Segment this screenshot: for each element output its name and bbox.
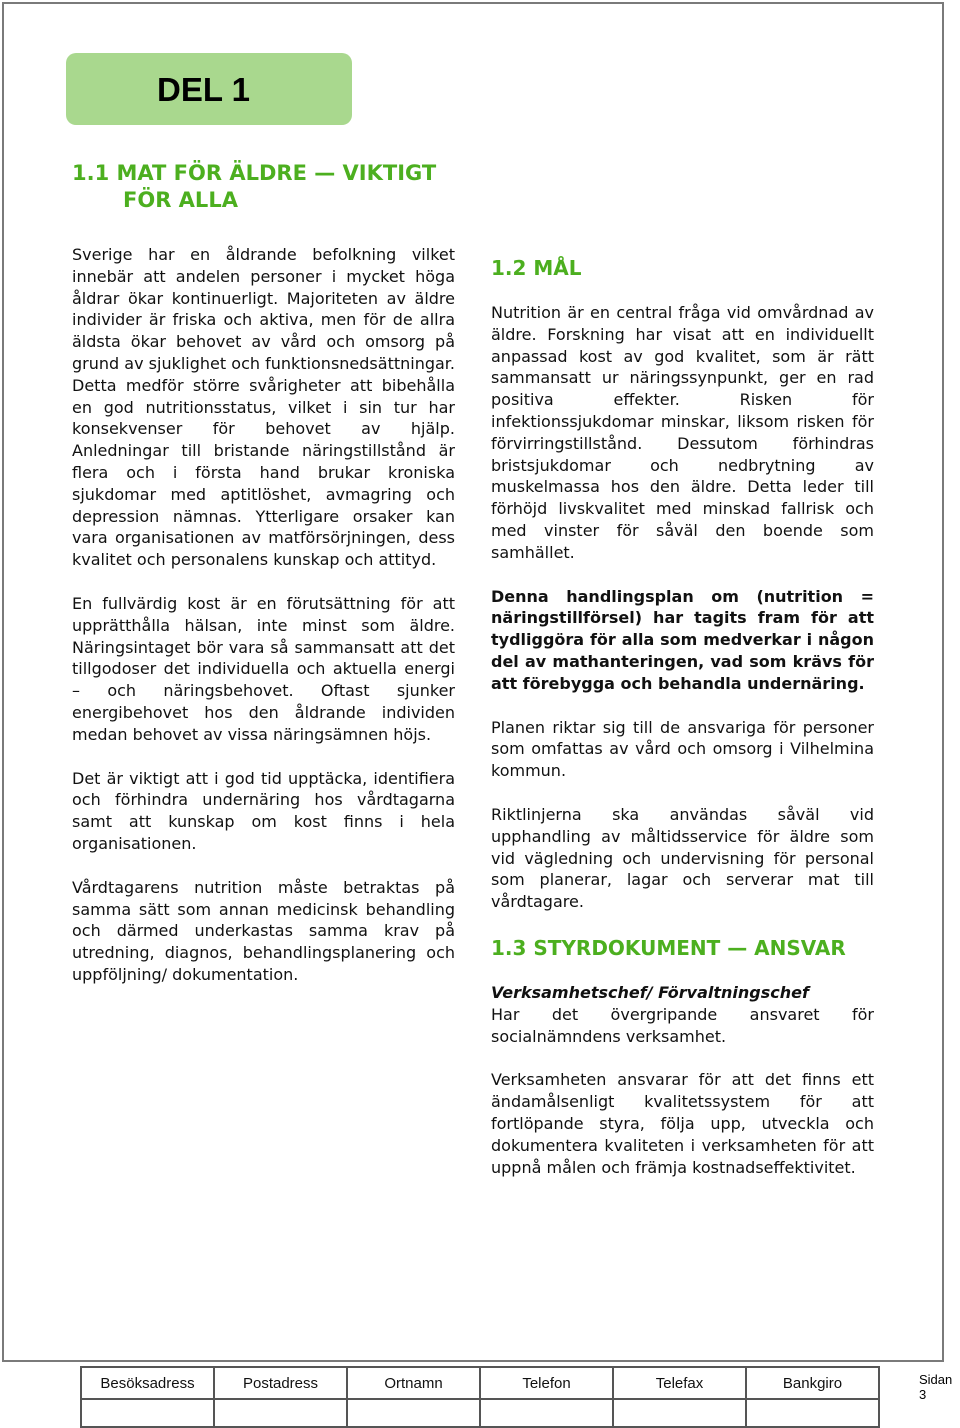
intro-paragraph: Sverige har en åldrande befolkning vilket innebär att andelen personer i mycket höga åldrar ökar kontinuerligt. Majoriteten av äldre individer är friska och aktiva, men för de allra äldsta ökar behovet av vård och omsorg på grund av sjuklighet och funktionsnedsättningar. Detta medför större svårigheter att bibehålla en god nutritionsstatus, vilket i sin tur har konsekvenser för behovet av hjälp. Anledningar till bristande näringstillstånd är flera och i första hand brukar kroniska sjukdomar med aptitlöshet, avmagring och depression nämnas. Ytterligare orsaker kan vara organisationen av matförsörjningen, dess kvalitet och personalens kunskap och attityd. <box>72 245 455 570</box>
footer-header-telefon: Telefon <box>480 1367 613 1399</box>
footer-cell <box>480 1399 613 1427</box>
role-paragraph: Har det övergripande ansvaret för socialnämndens verksamhet. <box>491 1004 874 1046</box>
footer-cell <box>613 1399 746 1427</box>
footer-cell <box>347 1399 480 1427</box>
footer-header-ortnamn: Ortnamn <box>347 1367 480 1399</box>
quality-paragraph: Verksamheten ansvarar för att det finns ett ändamålsenligt kvalitetssystem för att fortlöpande styra, följa upp, utveckla och dokumentera kvaliteten i verksamheten för att uppnå målen och främja kostnadseffektivitet. <box>491 1070 874 1177</box>
diet-paragraph: En fullvärdig kost är en förutsättning för att upprätthålla hälsan, inte minst som äldre. Näringsintaget bör vara så sammansatt att det tillgodoser det individuella och aktuella energi – och näringsbehovet. Oftast sjunker energibehovet hos den åldrande individen medan behovet av vissa näringsämnen höjs. <box>72 593 455 744</box>
guidelines-paragraph: Riktlinjerna ska användas såväl vid upphandling av måltidsservice för äldre som vid vägledning och undervisning för personal som planerar, lagar och serverar mat till vårdtagare. <box>491 804 874 912</box>
section-heading-1-1 <box>72 160 455 214</box>
detection-paragraph: Det är viktigt att i god tid upptäcka, identifiera och förhindra undernäring hos vårdtagarna samt att kunskap om kost finns i hela organisationen. <box>72 768 455 853</box>
footer-cell <box>214 1399 347 1427</box>
section-heading-1-2: 1.2 MÅL <box>491 256 582 280</box>
right-column <box>491 255 874 1178</box>
treatment-paragraph: Vårdtagarens nutrition måste betraktas på samma sätt som annan medicinsk behandling och därmed underkastas samma krav på utredning, diagnos, behandlingsplanering och uppföljning/ dokumentation. <box>72 877 455 984</box>
footer-header-telefax: Telefax <box>613 1367 746 1399</box>
role-subheading: Verksamhetschef/ Förvaltningschef <box>491 982 809 1002</box>
section-heading-1-1-line2: FÖR ALLA <box>123 188 238 212</box>
part-title: DEL 1 <box>157 71 250 108</box>
plan-purpose-paragraph: Denna handlingsplan om (nutrition = näringstillförsel) har tagits fram för att tydliggöra för alla som medverkar i någon del av mathanteringen, vad som krävs för att förebygga och behandla undernäring. <box>491 586 874 693</box>
footer-header-bankgiro: Bankgiro <box>746 1367 879 1399</box>
audience-paragraph: Planen riktar sig till de ansvariga för personer som omfattas av vård och omsorg i Vilhelmina kommun. <box>491 717 874 781</box>
footer-header-postadress: Postadress <box>214 1367 347 1399</box>
left-column <box>72 160 455 986</box>
footer-contact-table <box>80 1366 880 1428</box>
footer-cell <box>746 1399 879 1427</box>
goal-paragraph: Nutrition är en central fråga vid omvårdnad av äldre. Forskning har visat att en individuellt anpassad kost av god kvalitet, som är rätt sammansatt ur näringssynpunkt, ger en rad positiva effekter. Risken för infektionssjukdomar minskar, liksom risken för förvirringstillstånd. Dessutom förhindras bristsjukdomar och nedbrytning av muskelmassa hos den äldre. Detta leder till förhöjd livskvalitet med minskad fallrisk och med vinster för såväl den boende som samhället. <box>491 303 874 562</box>
footer-cell <box>81 1399 214 1427</box>
section-heading-1-1-line1: 1.1 MAT FÖR ÄLDRE — VIKTIGT <box>72 161 437 185</box>
footer-header-besoksadress: Besöksadress <box>81 1367 214 1399</box>
page-number: Sidan 3 <box>919 1372 953 1402</box>
section-heading-1-3: 1.3 STYRDOKUMENT — ANSVAR <box>491 935 846 960</box>
